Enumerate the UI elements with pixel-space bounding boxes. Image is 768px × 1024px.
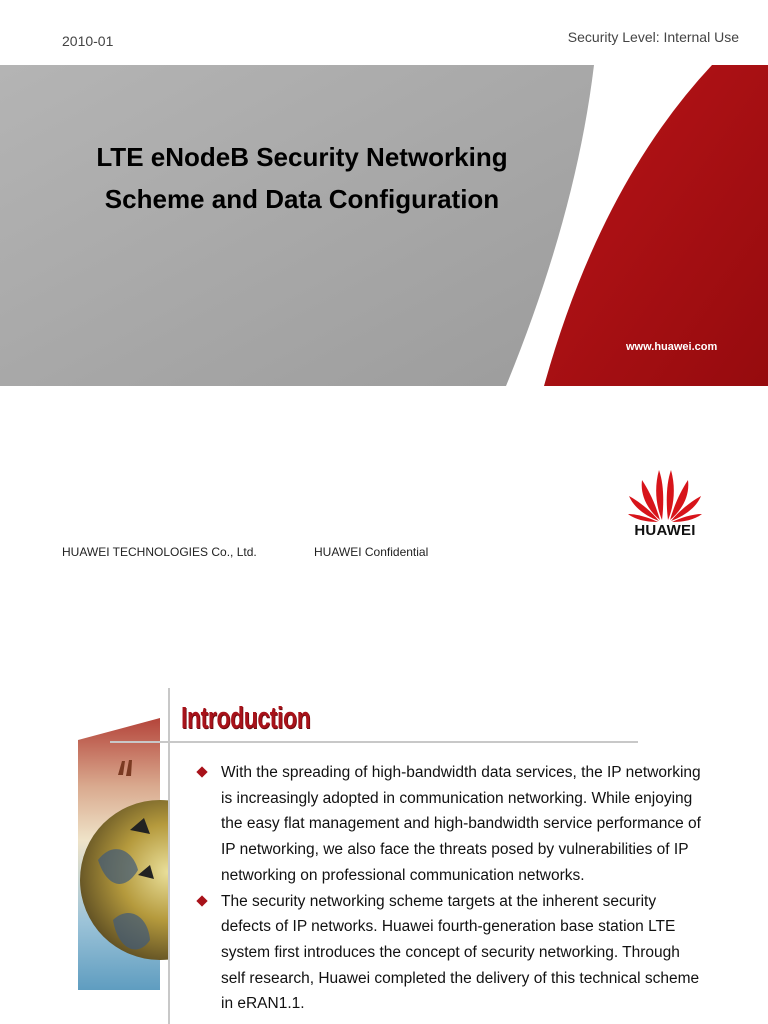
cover-banner bbox=[0, 65, 768, 386]
footer-company: HUAWEI TECHNOLOGIES Co., Ltd. bbox=[62, 545, 257, 559]
bullet-text: The security networking scheme targets at the inherent security defects of IP networks. Huawei fourth-generation base station LTE system first introduces the concept of security networking. Through self research, Huawei completed the delivery of this technical scheme in eRAN1.1. bbox=[221, 892, 700, 1013]
slide-title: Introduction bbox=[181, 700, 311, 735]
footer-confidential: HUAWEI Confidential bbox=[314, 545, 429, 559]
vertical-divider bbox=[168, 688, 170, 1024]
diamond-bullet-icon bbox=[196, 895, 207, 906]
huawei-petals-icon bbox=[626, 466, 704, 522]
list-item bbox=[196, 889, 706, 1018]
date-label: 2010-01 bbox=[62, 33, 114, 49]
huawei-logo bbox=[626, 466, 704, 540]
logo-wordmark: HUAWEI bbox=[634, 522, 696, 539]
horizontal-divider bbox=[110, 741, 638, 743]
bullet-text: With the spreading of high-bandwidth data services, the IP networking is increasingly adopted in communication networking. While enjoying the easy flat management and high-bandwidth service performance of IP networking, we also face the threats posed by vulnerabilities of IP networking on professional communication networks. bbox=[221, 764, 701, 884]
bullet-list bbox=[196, 760, 706, 1017]
cover-title: LTE eNodeB Security Networking Scheme and Data Configuration bbox=[96, 142, 508, 214]
list-item bbox=[196, 760, 706, 889]
website-link[interactable]: www.huawei.com bbox=[626, 341, 718, 353]
security-level-label: Security Level: Internal Use bbox=[567, 29, 739, 45]
diamond-bullet-icon bbox=[196, 766, 207, 777]
